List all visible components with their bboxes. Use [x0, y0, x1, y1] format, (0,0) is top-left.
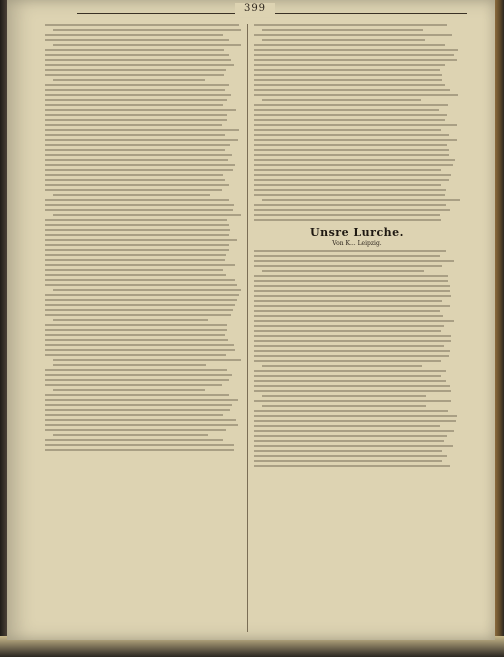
article-text-line [254, 390, 451, 392]
left-column-text-line [45, 184, 229, 186]
left-column-text-line [45, 309, 233, 311]
right-column-text-line [254, 54, 454, 56]
left-column-text-line [45, 439, 223, 441]
right-column-text-line [254, 169, 441, 171]
left-column-text-line [45, 189, 222, 191]
left-column-text-line [45, 99, 227, 101]
page-number: 399 [235, 3, 275, 17]
article-text-line [254, 290, 450, 292]
right-column-text-line [254, 89, 450, 91]
left-column-text-line [53, 29, 241, 31]
article-text-line [262, 405, 426, 407]
right-column-text-line [254, 194, 445, 196]
right-column-text-line [254, 204, 446, 206]
article-text-line [254, 285, 450, 287]
article-text-line [254, 360, 441, 362]
left-column-text-line [45, 304, 235, 306]
left-column-text-line [45, 379, 229, 381]
left-column-text-line [45, 154, 232, 156]
article-text-line [254, 255, 440, 257]
left-column-text-line [45, 329, 227, 331]
article-text-line [254, 420, 456, 422]
article-heading [254, 224, 460, 248]
article-text-line [254, 325, 444, 327]
left-column-text-line [45, 64, 234, 66]
left-column-text-line [45, 234, 229, 236]
page-edge [495, 0, 504, 657]
article-text-line [254, 455, 447, 457]
article-text-line [254, 385, 450, 387]
right-column-text-line [254, 79, 442, 81]
article-text-line [254, 260, 454, 262]
left-column-text-line [45, 34, 223, 36]
left-column-text-line [45, 244, 229, 246]
left-column-text-line [45, 179, 225, 181]
left-column-text-line [45, 384, 222, 386]
left-column-text-line [45, 134, 225, 136]
article-text-line [254, 265, 442, 267]
left-column-text-line [45, 114, 227, 116]
right-column-text-line [254, 159, 455, 161]
left-column-text-line [45, 174, 223, 176]
right-column-text-line [254, 214, 440, 216]
book-binding [0, 0, 7, 657]
article-text-line [254, 295, 451, 297]
left-column-text-line [45, 424, 238, 426]
article-text-line [254, 275, 448, 277]
left-column-text-line [45, 89, 225, 91]
article-text-line [254, 380, 446, 382]
right-column-text-line [254, 74, 442, 76]
article-text-line [262, 365, 422, 367]
left-column-text-line [45, 354, 226, 356]
left-column-text-line [53, 364, 206, 366]
right-column-text-line [254, 64, 445, 66]
right-column-text-line [254, 139, 457, 141]
article-text-line [254, 435, 447, 437]
left-column-text-line [45, 259, 225, 261]
left-column-text-line [45, 264, 235, 266]
left-column-text-line [53, 214, 241, 216]
right-column-text-line [254, 124, 457, 126]
article-text-line [254, 305, 450, 307]
article-text-line [254, 300, 442, 302]
left-column-text-line [45, 159, 228, 161]
left-column-text-line [45, 399, 238, 401]
right-column-text-line [254, 34, 452, 36]
right-column-text-line [254, 179, 449, 181]
article-title: Unsre Lurche. [310, 226, 404, 239]
right-column-text-line [262, 199, 460, 201]
left-column-text-line [45, 349, 235, 351]
left-column-text-line [53, 389, 205, 391]
right-column-text-line [254, 144, 447, 146]
article-text-line [254, 415, 457, 417]
left-column-text-line [45, 109, 236, 111]
right-column-text-line [262, 99, 421, 101]
article-text-line [254, 410, 448, 412]
left-column-text-line [45, 69, 226, 71]
left-column-text-line [53, 359, 241, 361]
right-column-text-line [254, 104, 448, 106]
left-column-text-line [45, 169, 233, 171]
left-column-text-line [45, 209, 233, 211]
left-column-text-line [45, 144, 230, 146]
article-text-line [262, 395, 426, 397]
right-column-text-line [254, 109, 439, 111]
left-column-text-line [45, 94, 231, 96]
left-column-text-line [45, 299, 237, 301]
left-column-text-line [45, 164, 235, 166]
article-text-line [254, 425, 440, 427]
right-column-text-line [254, 154, 449, 156]
right-column [254, 22, 460, 634]
left-column-text-line [45, 314, 231, 316]
article-text-line [254, 370, 446, 372]
article-text-line [254, 460, 442, 462]
right-column-text-line [254, 219, 441, 221]
left-column-text-line [45, 369, 227, 371]
right-column-text-line [254, 94, 458, 96]
left-column-text-line [45, 199, 229, 201]
article-text-line [254, 330, 441, 332]
right-column-top-text [254, 24, 460, 221]
article-text-line [254, 335, 451, 337]
left-column [45, 22, 241, 634]
right-column-text-line [254, 119, 445, 121]
article-text-line [254, 440, 444, 442]
left-column-text-line [45, 334, 225, 336]
left-column-text-line [53, 44, 241, 46]
left-column-text-line [45, 269, 223, 271]
left-column-text-line [45, 74, 224, 76]
article-text-line [254, 280, 448, 282]
left-column-text-line [45, 409, 230, 411]
article-text-line [254, 465, 450, 467]
right-column-text-line [254, 189, 446, 191]
left-column-text-line [45, 149, 225, 151]
left-column-text-line [45, 104, 223, 106]
left-column-text-line [45, 119, 227, 121]
left-column-text-line [45, 129, 239, 131]
left-column-text-line [53, 79, 205, 81]
right-column-text-line [254, 184, 441, 186]
article-text-line [254, 350, 450, 352]
right-column-text-line [254, 44, 445, 46]
left-column-text-line [45, 39, 229, 41]
right-column-text-line [254, 164, 453, 166]
left-column-text-line [45, 294, 239, 296]
left-column-text-line [45, 219, 227, 221]
article-text-line [254, 355, 449, 357]
article-text-line [254, 400, 451, 402]
article-text-line [254, 310, 440, 312]
article-text-line [254, 375, 441, 377]
left-column-text-line [45, 444, 234, 446]
right-column-text-line [254, 129, 441, 131]
left-column-text-line [45, 224, 229, 226]
left-column-text-line [45, 254, 226, 256]
left-column-text-line [45, 84, 229, 86]
right-column-text-line [254, 59, 457, 61]
right-column-text-line [262, 29, 423, 31]
left-column-text-line [45, 204, 234, 206]
right-column-text-line [254, 24, 447, 26]
left-column-text-line [45, 24, 239, 26]
right-column-text-line [254, 134, 449, 136]
left-column-text-line [45, 274, 226, 276]
article-text-line [262, 270, 424, 272]
column-divider [247, 24, 248, 632]
left-column-text-line [45, 394, 229, 396]
article-text-line [254, 315, 443, 317]
left-column-text-line [45, 239, 237, 241]
left-column-text-line [45, 54, 229, 56]
article-text-line [254, 250, 446, 252]
left-column-text-line [45, 139, 238, 141]
article-text-line [254, 450, 442, 452]
left-column-text-line [45, 324, 227, 326]
left-column-text-line [45, 284, 237, 286]
left-column-text-line [45, 449, 234, 451]
left-column-text-line [45, 414, 223, 416]
left-column-text-line [45, 429, 226, 431]
page-header [7, 0, 495, 22]
left-column-text-line [45, 59, 231, 61]
left-column-text-line [45, 404, 232, 406]
left-column-text-line [45, 249, 229, 251]
left-column-text-line [45, 339, 228, 341]
left-column-text-line [53, 434, 208, 436]
right-column-text-line [254, 49, 458, 51]
right-column-text-line [254, 69, 440, 71]
article-text-line [254, 430, 454, 432]
left-column-text-line [45, 374, 232, 376]
right-column-text-line [254, 114, 447, 116]
left-column-text-line [45, 419, 236, 421]
left-column-text-line [45, 49, 224, 51]
right-column-text-line [254, 174, 451, 176]
left-column-text-line [53, 289, 241, 291]
left-column-text-line [45, 279, 235, 281]
article-body [254, 250, 460, 467]
left-column-text-line [45, 124, 222, 126]
right-column-text-line [254, 84, 445, 86]
article-author: Von K... Leipzig. [332, 240, 382, 247]
article-text-line [254, 445, 453, 447]
right-column-text-line [254, 149, 449, 151]
article-text-line [254, 340, 451, 342]
left-column-text-line [53, 194, 210, 196]
article-text-line [254, 345, 444, 347]
left-column-text-line [53, 319, 208, 321]
left-column-text-line [45, 229, 230, 231]
right-column-text-line [262, 39, 425, 41]
right-column-text-line [254, 209, 450, 211]
book-page [7, 0, 495, 640]
article-text-line [254, 320, 454, 322]
left-column-text-line [45, 344, 234, 346]
